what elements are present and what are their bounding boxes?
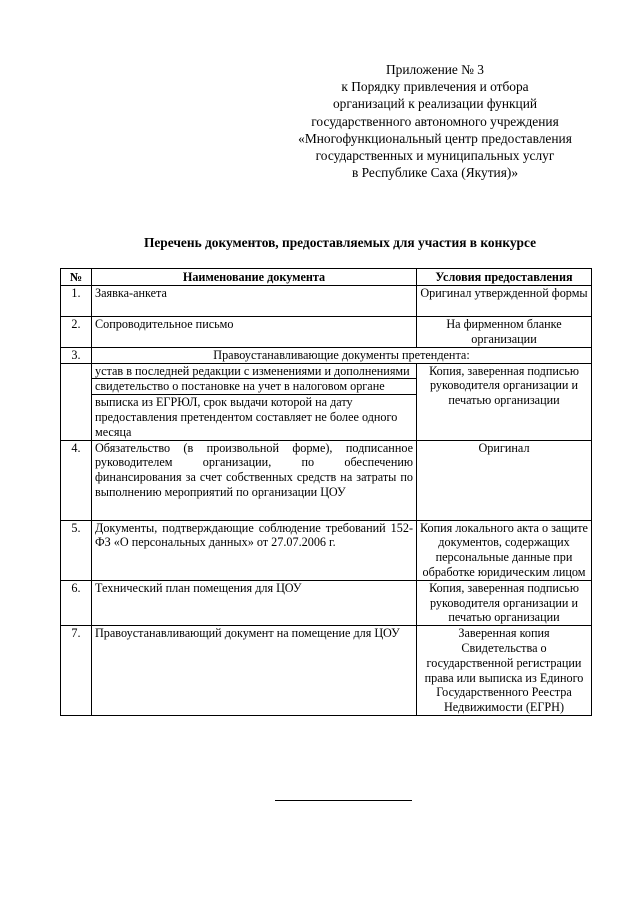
row-number: 2. (61, 316, 92, 347)
appendix-line: организаций к реализации функций (332, 96, 538, 112)
subitem-tax-certificate: свидетельство о постановке на учет в налоговом органе (92, 379, 417, 395)
header-name: Наименование документа (92, 269, 417, 286)
row-conditions: Оригинал утвержденной формы (417, 285, 592, 316)
subitem-egrul-extract: выписка из ЕГРЮЛ, срок выдачи которой на дату предоставления претендентом составляет не более одного месяца (92, 395, 417, 440)
appendix-line: государственного автономного учреждения (311, 113, 559, 129)
row-group-heading: Правоустанавливающие документы претендента: (92, 347, 592, 363)
footer-divider-line (275, 800, 412, 801)
table-row (61, 580, 592, 625)
table-row (61, 347, 592, 363)
documents-table (60, 268, 592, 716)
row-conditions: Заверенная копия Свидетельства о государственной регистрации права или выписка из Единого Государственного Реестра Недвижимости (ЕГРН) (417, 626, 592, 716)
header-conditions: Условия предоставления (417, 269, 592, 286)
row-number: 6. (61, 580, 92, 625)
row-conditions: На фирменном бланке организации (417, 316, 592, 347)
row-document-name: Обязательство (в произвольной форме), подписанное руководителем организации, по обеспечению финансирования за счет собственных средств на затраты по выполнению мероприятий по организации ЦОУ (92, 440, 417, 520)
appendix-heading (270, 61, 600, 181)
row-conditions: Оригинал (417, 440, 592, 520)
table-row (61, 285, 592, 316)
table-row (61, 520, 592, 580)
row-number: 3. (61, 347, 92, 363)
row-conditions: Копия локального акта о защите документов, содержащих персональные данные при обработке юридическим лицом (417, 520, 592, 580)
table-subrow (61, 363, 592, 379)
row-number: 5. (61, 520, 92, 580)
document-title: Перечень документов, предоставляемых для участия в конкурсе (143, 235, 537, 250)
appendix-line: «Многофункциональный центр предоставления (298, 130, 572, 146)
row-document-name: Сопроводительное письмо (92, 316, 417, 347)
row-number-empty (61, 363, 92, 440)
appendix-line: в Республике Саха (Якутия)» (351, 165, 519, 181)
row-document-name: Технический план помещения для ЦОУ (92, 580, 417, 625)
table-row (61, 626, 592, 716)
row-number: 4. (61, 440, 92, 520)
table-row (61, 316, 592, 347)
appendix-line: государственных и муниципальных услуг (315, 148, 555, 164)
row-document-name: Заявка-анкета (92, 285, 417, 316)
appendix-line: к Порядку привлечения и отбора (341, 79, 529, 95)
row-conditions: Копия, заверенная подписью руководителя организации и печатью организации (417, 580, 592, 625)
row-document-name: Правоустанавливающий документ на помещение для ЦОУ (92, 626, 417, 716)
appendix-line: Приложение № 3 (385, 62, 485, 77)
row-number: 1. (61, 285, 92, 316)
table-row (61, 440, 592, 520)
table-header-row (61, 269, 592, 286)
subitem-charter: устав в последней редакции с изменениями и дополнениями (92, 363, 417, 379)
header-number: № (61, 269, 92, 286)
row-number: 7. (61, 626, 92, 716)
row-conditions: Копия, заверенная подписью руководителя организации и печатью организации (417, 363, 592, 440)
row-document-name: Документы, подтверждающие соблюдение требований 152-ФЗ «О персональных данных» от 27.07.2006 г. (92, 520, 417, 580)
